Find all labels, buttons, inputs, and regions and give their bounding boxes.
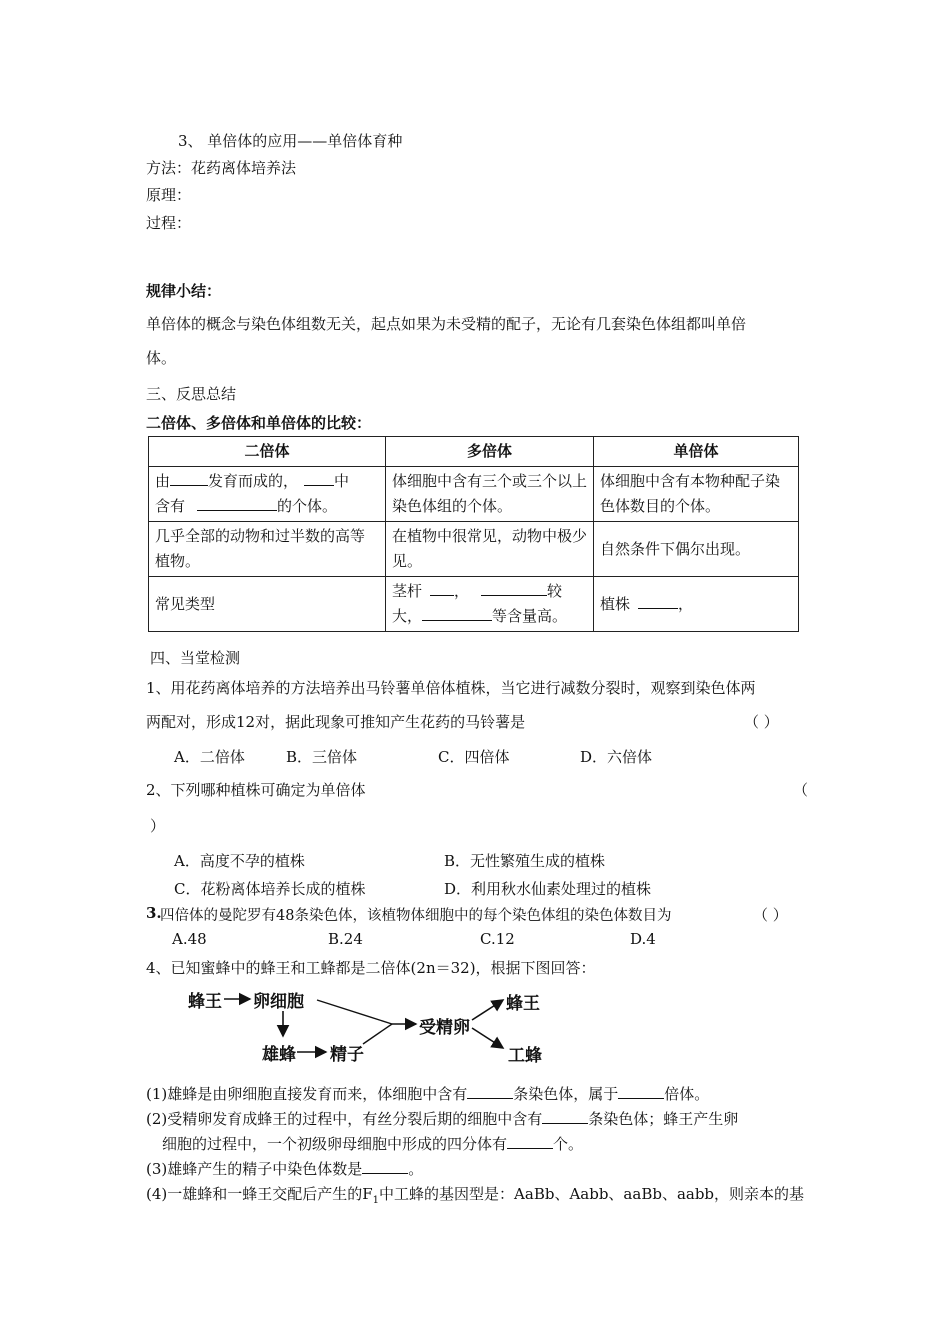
q1-line2: 两配对，形成12对，据此现象可推知产生花药的马铃薯是 (146, 713, 526, 731)
blank (542, 1109, 588, 1124)
q2-option-a: A．高度不孕的植株 (174, 852, 305, 870)
text: (1)雄蜂是由卵细胞直接发育而来，体细胞中含有 (146, 1085, 468, 1103)
cell-common-types: 常见类型 (149, 577, 386, 632)
cell-polyploid-occurrence: 在植物中很常见，动物中极少见。 (386, 522, 594, 577)
text: 个。 (553, 1135, 584, 1153)
method-line: 方法：花药离体培养法 (146, 159, 297, 177)
q1-option-b: B．三倍体 (286, 748, 358, 766)
header-haploid: 单倍体 (594, 437, 799, 467)
q2-option-c: C．花粉离体培养长成的植株 (174, 880, 366, 898)
text: 等含量高。 (492, 607, 568, 625)
check-heading: 四、当堂检测 (150, 649, 241, 667)
q3-number: 3. (146, 904, 162, 922)
diagram-sperm: 精子 (330, 1045, 364, 1065)
diagram-queen-out: 蜂王 (506, 994, 540, 1014)
diagram-egg: 卵细胞 (253, 992, 304, 1012)
text: 较 (547, 582, 563, 600)
q3-answer-paren: （ ） (753, 906, 788, 924)
text: 中工蜂的基因型是：AaBb、Aabb、aaBb、aabb，则亲本的基 (379, 1185, 805, 1203)
line-sperm-join (363, 1024, 392, 1044)
text: 茎杆 (392, 582, 423, 600)
arrow-zygote-worker (472, 1028, 503, 1048)
q2-option-d: D．利用秋水仙素处理过的植株 (444, 880, 652, 898)
reflection-heading: 三、反思总结 (146, 385, 237, 403)
text: 由 (155, 472, 171, 490)
text: 发育而成的， (208, 472, 299, 490)
q3-option-d: D.4 (630, 930, 656, 948)
blank (507, 1134, 553, 1149)
text: ， (454, 582, 470, 600)
q4-sub2-line1 (146, 1108, 738, 1129)
q1-option-a: A．二倍体 (174, 748, 245, 766)
q4-sub2-line2 (162, 1133, 583, 1154)
rule-summary-line2: 体。 (146, 349, 177, 367)
q2-paren-close: ） (150, 817, 166, 835)
q1-line1: 1、用花药离体培养的方法培养出马铃薯单倍体植株，当它进行减数分裂时，观察到染色体两 (146, 679, 756, 697)
blank (467, 1084, 513, 1099)
section3-title: 3、 单倍体的应用——单倍体育种 (178, 132, 403, 150)
cell-polyploid-concept: 体细胞中含有三个或三个以上染色体组的个体。 (386, 467, 594, 522)
compare-title: 二倍体、多倍体和单倍体的比较： (146, 414, 372, 432)
text: 条染色体，属于 (513, 1085, 619, 1103)
q4-line1: 4、已知蜜蜂中的蜂王和工蜂都是二倍体(2n＝32)，根据下图回答： (146, 959, 596, 977)
rule-summary-line1: 单倍体的概念与染色体组数无关，起点如果为未受精的配子，无论有几套染色体组都叫单倍 (146, 315, 747, 333)
text: 。 (408, 1160, 424, 1178)
q3-line1: 四倍体的曼陀罗有48条染色体，该植物体细胞中的每个染色体组的染色体数目为 (160, 908, 672, 924)
text: 植株 (600, 594, 631, 613)
subscript: 1 (372, 1195, 380, 1206)
q3-option-c: C.12 (480, 930, 515, 948)
q1-option-c: C．四倍体 (438, 748, 510, 766)
diagram-queen: 蜂王 (188, 992, 222, 1012)
text: (4)一雄蜂和一蜂王交配后产生的F (146, 1185, 373, 1203)
q4-sub3 (146, 1158, 423, 1179)
q3-option-b: B.24 (328, 930, 363, 948)
header-diploid: 二倍体 (149, 437, 386, 467)
text: 的个体。 (277, 497, 338, 515)
cell-haploid-occurrence: 自然条件下偶尔出现。 (594, 522, 799, 577)
text: 细胞的过程中，一个初级卵母细胞中形成的四分体有 (162, 1135, 508, 1153)
text: 倍体。 (664, 1085, 710, 1103)
header-polyploid: 多倍体 (386, 437, 594, 467)
diagram-worker: 工蜂 (508, 1046, 542, 1066)
text: 大， (392, 607, 423, 625)
line-egg-join (317, 1000, 392, 1024)
cell-haploid-concept: 体细胞中含有本物种配子染色体数目的个体。 (594, 467, 799, 522)
rule-summary-heading: 规律小结： (146, 282, 222, 300)
q2-option-b: B．无性繁殖生成的植株 (444, 852, 606, 870)
q2-paren-open: （ (793, 781, 809, 799)
q2-line1: 2、下列哪种植株可确定为单倍体 (146, 781, 366, 799)
blank (618, 1084, 664, 1099)
text: 条染色体；蜂王产生卵 (588, 1110, 739, 1128)
blank (362, 1159, 408, 1174)
text: (3)雄蜂产生的精子中染色体数是 (146, 1160, 363, 1178)
q1-answer-paren: （ ） (744, 713, 779, 731)
q4-sub1 (146, 1083, 709, 1104)
q1-option-d: D．六倍体 (580, 748, 653, 766)
q3-option-a: A.48 (172, 930, 207, 948)
text: (2)受精卵发育成蜂王的过程中，有丝分裂后期的细胞中含有 (146, 1110, 543, 1128)
arrow-zygote-queen (472, 1000, 503, 1020)
text: 中 (334, 472, 350, 490)
principle-line: 原理： (146, 186, 192, 204)
diagram-drone: 雄蜂 (262, 1045, 296, 1065)
cell-diploid-occurrence: 几乎全部的动物和过半数的高等植物。 (149, 522, 386, 577)
diagram-zygote: 受精卵 (419, 1018, 470, 1038)
text: ， (678, 594, 694, 613)
process-line: 过程： (146, 214, 192, 232)
q4-sub4 (146, 1183, 804, 1206)
text: 含有 (155, 497, 186, 515)
